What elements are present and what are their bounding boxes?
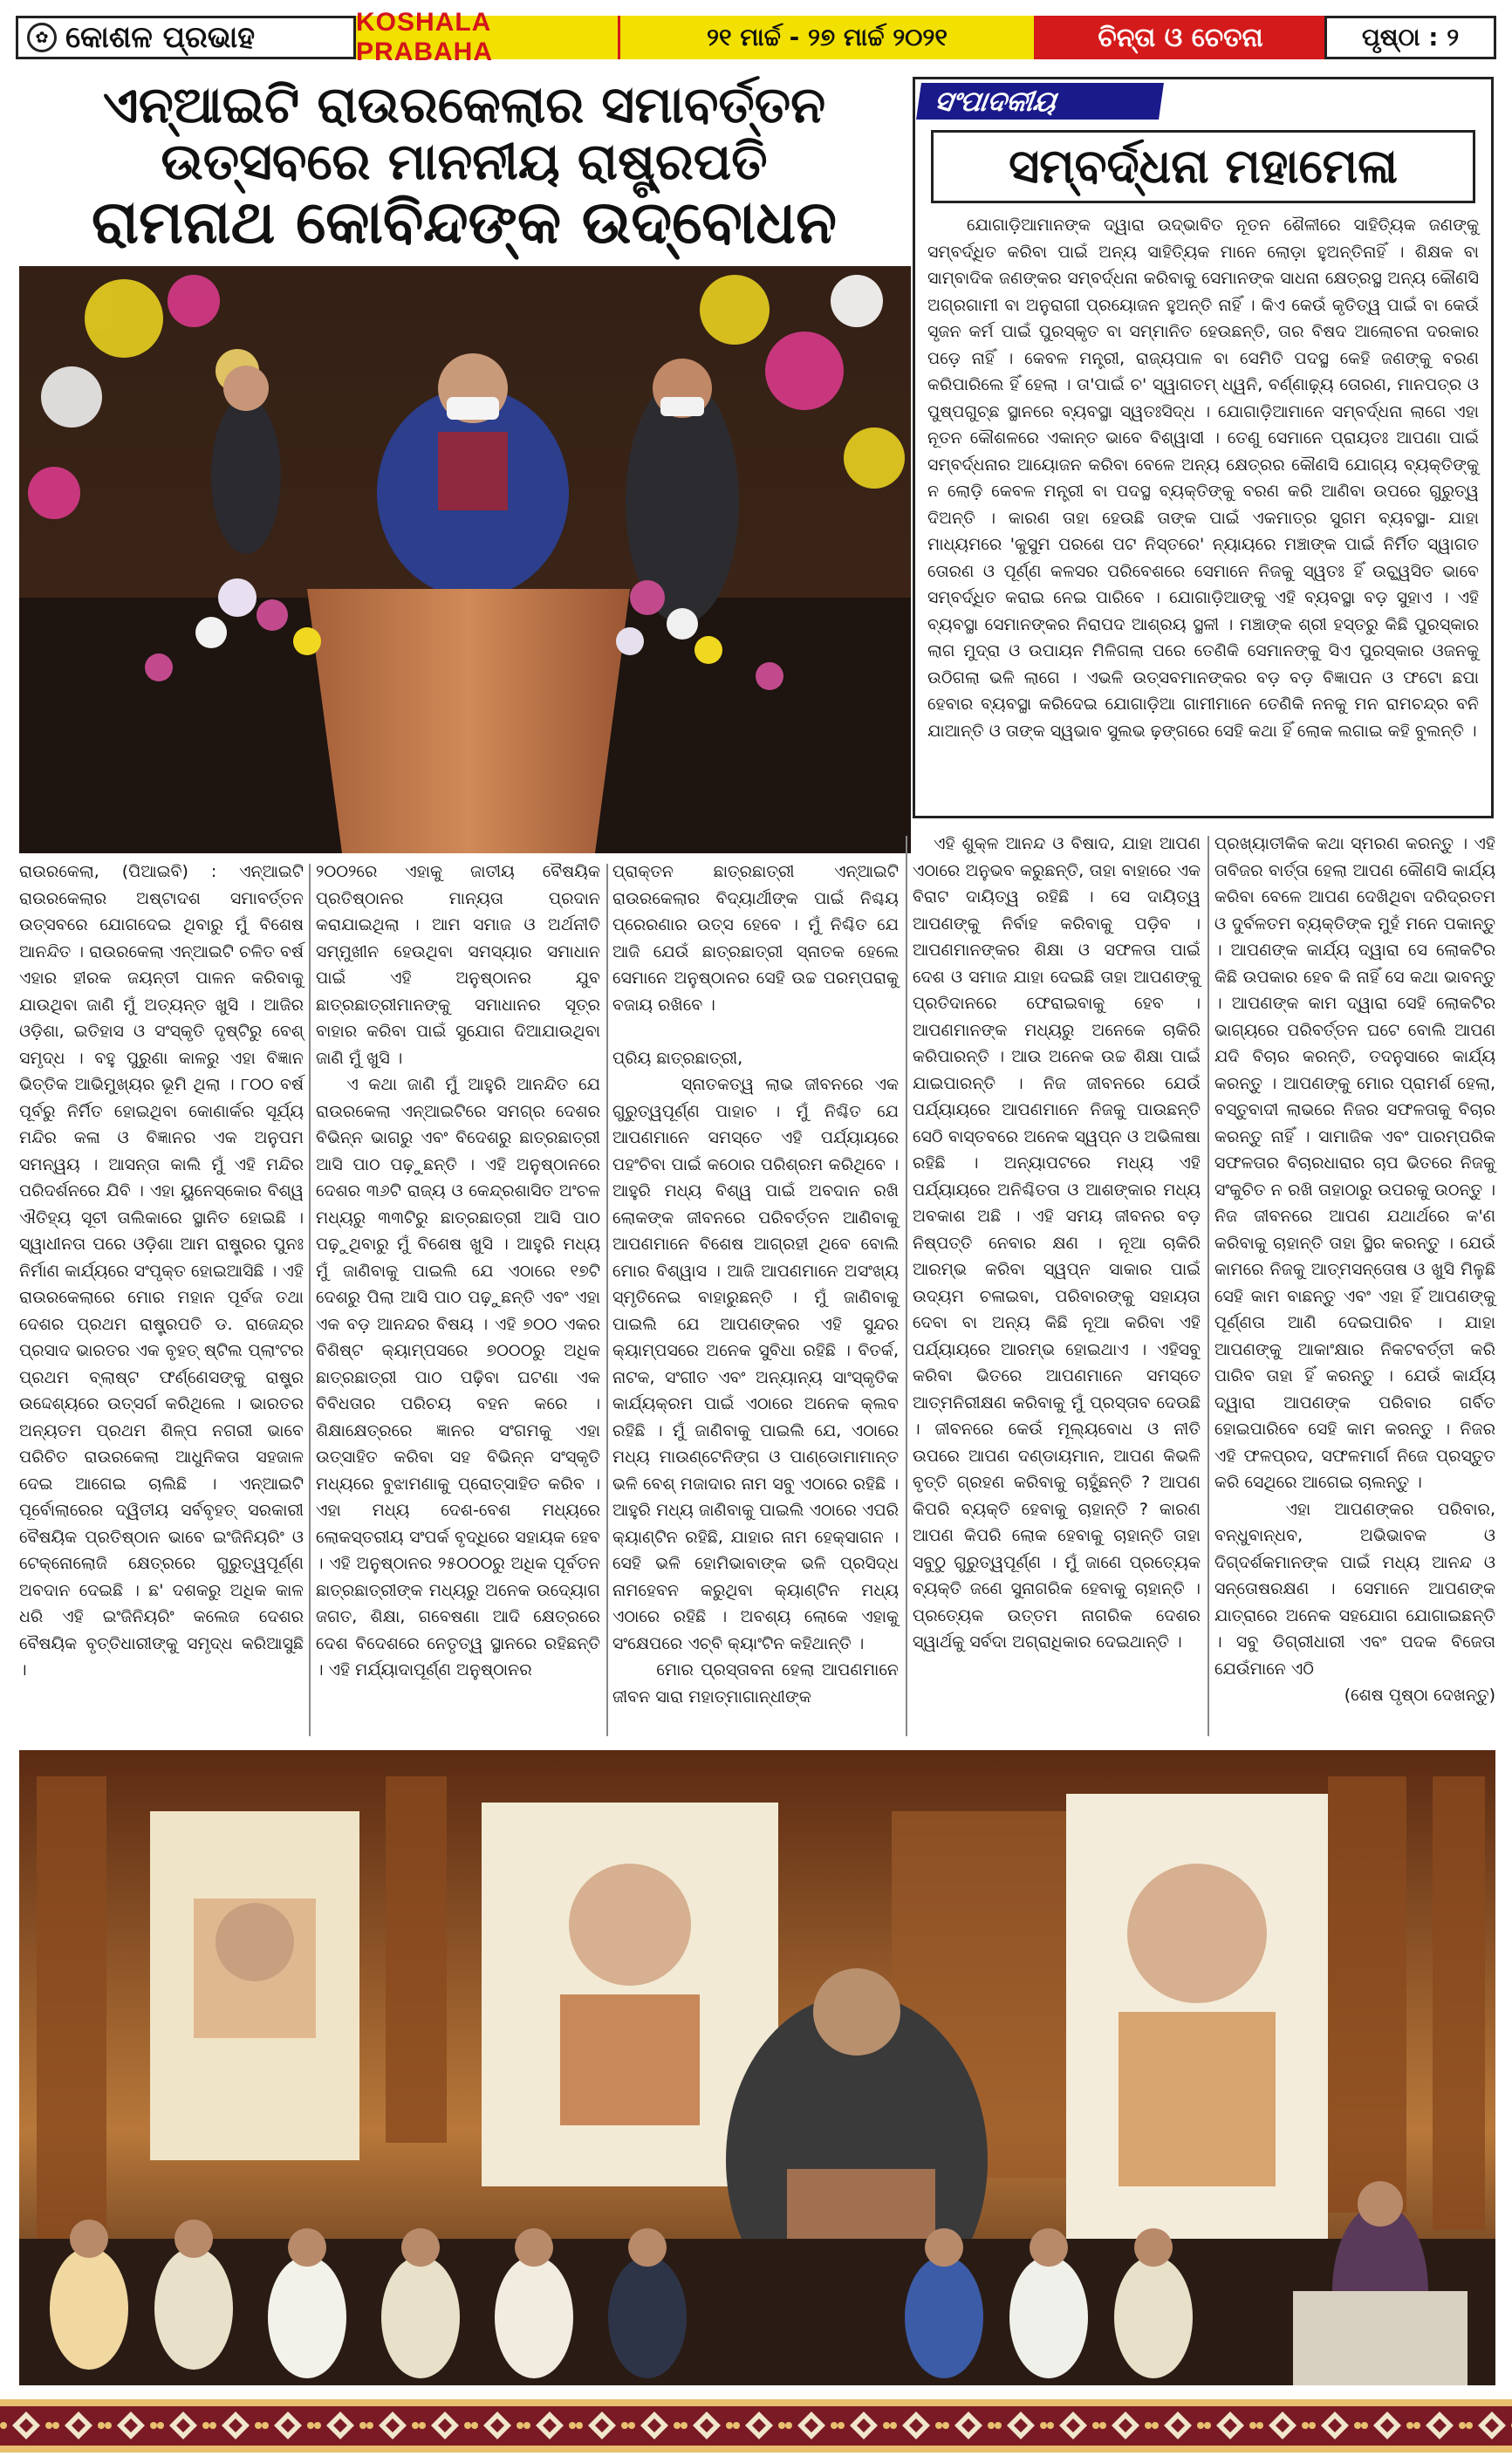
logo-text: କୋଶଳ ପ୍ରଭାହ — [65, 20, 256, 55]
column-divider — [606, 864, 608, 1736]
editorial-tag: ସଂପାଦକୀୟ — [916, 83, 1164, 120]
page-number: ପୃଷ୍ଠା : ୨ — [1324, 16, 1496, 59]
article-column-2: ୨୦୦୨ରେ ଏହାକୁ ଜାତୀୟ ବୈଷୟିକ ପ୍ରତିଷ୍ଠାନର ମାନ୍ୟତା ପ୍ରଦାନ କରାଯାଇଥିଲା । ଆମ ସମାଜ ଓ ଅର୍ଥନୀତି ସମ୍ମୁଖୀନ ହେଉଥିବା ସମସ୍ୟାର ସମାଧାନ ପାଇଁ ଏହି ଅନୁଷ୍ଠାନର ଯୁବ ଛାତ୍ରଛାତ୍ରୀମାନଙ୍କୁ ସମାଧାନର ସୂତ୍ର ବାହାର କରିବା ପାଇଁ ସୁଯୋଗ ଦିଆଯାଉଥିବା ଜାଣି ମୁଁ ଖୁସି । ଏ କଥା ଜାଣି ମୁଁ ଆହୁରି ଆନନ୍ଦିତ ଯେ ରାଉରକେଲା ଏନ୍‌ଆଇଟିରେ ସମଗ୍ର ଦେଶର ବିଭିନ୍ନ ଭାଗରୁ ଏବଂ ବିଦେଶରୁ ଛାତ୍ରଛାତ୍ରୀ ଆସି ପାଠ ପଢ଼ୁଛନ୍ତି । ଏହି ଅନୁଷ୍ଠାନରେ ଦେଶର ୩୬ଟି ରାଜ୍ୟ ଓ କେନ୍ଦ୍ରଶାସିତ ଅଂଚଳ ମଧ୍ୟରୁ ୩୩ଟିରୁ ଛାତ୍ରଛାତ୍ରୀ ଆସି ପାଠ ପଢ଼ୁଥିବାରୁ ମୁଁ ବିଶେଷ ଖୁସି । ଆହୁରି ମଧ୍ୟ ମୁଁ ଜାଣିବାକୁ ପାଇଲି ଯେ ଏଠାରେ ୧୭ଟି ଦେଶରୁ ପିଲା ଆସି ପାଠ ପଢ଼ୁଛନ୍ତି ଏବଂ ଏହା ଏକ ବଡ଼ ଆନନ୍ଦର ବିଷୟ । ଏହି ୭୦୦ ଏକର ବିଶିଷ୍ଟ କ୍ୟାମ୍ପସରେ ୭୦୦୦ରୁ ଅଧିକ ଛାତ୍ରଛାତ୍ରୀ ପାଠ ପଢ଼ିବା ଘଟଣା ଏକ ବିବିଧତାର ପରିଚୟ ବହନ କରେ । ଶିକ୍ଷାକ୍ଷେତ୍ରରେ ଜ୍ଞାନର ସଂଗମକୁ ଏହା ଉତ୍ସାହିତ କରିବା ସହ ବିଭିନ୍ନ ସଂସ୍କୃତି ମଧ୍ୟରେ ବୁଝାମଣାକୁ ପ୍ରୋତ୍ସାହିତ କରିବ । ଏହା ମଧ୍ୟ ଦେଶ-ବେଶ ମଧ୍ୟରେ ଲୋକସ୍ତରୀୟ ସଂପର୍କ ବୃଦ୍ଧିରେ ସହାୟକ ହେବ । ଏହି ଅନୁଷ୍ଠାନର ୨୫୦୦୦ରୁ ଅଧିକ ପୂର୍ବତନ ଛାତ୍ରଛାତ୍ରୀଙ୍କ ମଧ୍ୟରୁ ଅନେକ ଉଦ୍ୟୋଗ ଜଗତ, ଶିକ୍ଷା, ଗବେଷଣା ଆଦି କ୍ଷେତ୍ରରେ ଦେଶ ବିଦେଶରେ ନେତୃତ୍ୱ ସ୍ଥାନରେ ରହିଛନ୍ତି । ଏହି ମର୍ଯ୍ୟାଦାପୂର୍ଣ୍ଣ ଅନୁଷ୍ଠାନର — [316, 862, 600, 1680]
president-speech-photo-art — [19, 266, 911, 853]
column-divider — [906, 836, 907, 1736]
headline-line-2: ଉତ୍ସବରେ ମାନନୀୟ ରାଷ୍ଟ୍ରପତି — [161, 131, 768, 191]
article-column-5 — [1214, 831, 1495, 1740]
convocation-stage-photo — [19, 1750, 1495, 2385]
article-column-4: ଏହି ଶୁକ୍ଳ ଆନନ୍ଦ ଓ ବିଷାଦ, ଯାହା ଆପଣ ଏଠାରେ ଅନୁଭବ କରୁଛନ୍ତି, ତାହା ବାହାରେ ଏକ ବିରାଟ ଦାୟିତ୍ୱ ରହିଛି । ସେ ଦାୟିତ୍ୱ ଆପଣଙ୍କୁ ନିର୍ବାହ କରିବାକୁ ପଡ଼ିବ । ଆପଣମାନଙ୍କର ଶିକ୍ଷା ଓ ସଫଳତା ପାଇଁ ଦେଶ ଓ ସମାଜ ଯାହା ଦେଇଛି ତାହା ଆପଣଙ୍କୁ ପ୍ରତିଦାନରେ ଫେରାଇବାକୁ ହେବ । ଆପଣମାନଙ୍କ ମଧ୍ୟରୁ ଅନେକେ ଚାକିରି କରିପାରନ୍ତି । ଆଉ ଅନେକ ଉଚ୍ଚ ଶିକ୍ଷା ପାଇଁ ଯାଇପାରନ୍ତି । ନିଜ ଜୀବନରେ ଯେଉଁ ପର୍ଯ୍ୟାୟରେ ଆପଣମାନେ ନିଜକୁ ପାଉଛନ୍ତି ସେଠି ବାସ୍ତବରେ ଅନେକ ସ୍ୱପ୍ନ ଓ ଅଭିଳାଷା ରହିଛି । ଅନ୍ୟାପଟରେ ମଧ୍ୟ ଏହି ପର୍ଯ୍ୟାୟରେ ଅନିଶ୍ଚିତତା ଓ ଆଶଙ୍କାର ମଧ୍ୟ ଅବକାଶ ଅଛି । ଏହି ସମୟ ଜୀବନର ବଡ଼ ନିଷ୍ପତ୍ତି ନେବାର କ୍ଷଣ । ନୂଆ ଚାକିରି ଆରମ୍ଭ କରିବା ସ୍ୱପ୍ନ ସାକାର ପାଇଁ ଉଦ୍ୟମ ଚଳାଇବା, ପରିବାରଙ୍କୁ ସହାୟତା ଦେବା ବା ଅନ୍ୟ କିଛି ନୂଆ କରିବା ଏହି ପର୍ଯ୍ୟାୟରେ ଆରମ୍ଭ ହୋଇଥାଏ । ଏହିସବୁ କରିବା ଭିତରେ ଆପଣମାନେ ସମସ୍ତେ ଆତ୍ମନିରୀକ୍ଷଣ କରିବାକୁ ମୁଁ ପ୍ରସ୍ତାବ ଦେଉଛି । ଜୀବନରେ କେଉଁ ମୂଲ୍ୟବୋଧ ଓ ନୀତି ଉପରେ ଆପଣ ଦଣ୍ଡାୟମାନ, ଆପଣ କିଭଳି ବୃତ୍ତି ଗ୍ରହଣ କରିବାକୁ ଚାହୁଁଛନ୍ତି ? ଆପଣ କିପରି ବ୍ୟକ୍ତି ହେବାକୁ ଚାହାନ୍ତି ? କାରଣ ଆପଣ କିପରି ଲୋକ ହେବାକୁ ଚାହାନ୍ତି ତାହା ସବୁଠୁ ଗୁରୁତ୍ୱପୂର୍ଣ୍ଣ । ମୁଁ ଜାଣେ ପ୍ରତ୍ୟେକ ବ୍ୟକ୍ତି ଜଣେ ସୁନାଗରିକ ହେବାକୁ ଚାହାନ୍ତି । ପ୍ରତ୍ୟେକ ଉତ୍ତମ ନାଗରିକ ଦେଶର ସ୍ୱାର୍ଥକୁ ସର୍ବଦା ଅଗ୍ରାଧିକାର ଦେଇଥାନ୍ତି । — [913, 834, 1207, 1652]
editorial-title: ସମ୍ବର୍ଦ୍ଧନା ମହାମେଳା — [931, 130, 1475, 203]
editorial-box — [913, 77, 1494, 818]
article-column-5-text: ପ୍ରଖ୍ୟାତୀକିକ କଥା ସ୍ମରଣ କରନ୍ତୁ । ଏହି ତାବିଜର ବାର୍ତ୍ତା ହେଲା ଆପଣ କୌଣସି କାର୍ଯ୍ୟ କରିବା ବେଳେ ଆପଣ ଦେଖିଥିବା ଦରିଦ୍ରତମ ଓ ଦୁର୍ବଳତମ ବ୍ୟକ୍ତିଙ୍କ ମୁହଁ ମନେ ପକାନ୍ତୁ । ଆପଣଙ୍କ କାର୍ଯ୍ୟ ଦ୍ୱାରା ସେ ଲୋକଟିର କିଛି ଉପକାର ହେବ କି ନାହିଁ ସେ କଥା ଭାବନ୍ତୁ । ଆପଣଙ୍କ କାମ ଦ୍ୱାରା ସେହି ଲୋକଟିର ଭାଗ୍ୟରେ ପରିବର୍ତ୍ତନ ଘଟେ ବୋଲି ଆପଣ ଯଦି ବିଚାର କରନ୍ତି, ତଦନୁସାରେ କାର୍ଯ୍ୟ କରନ୍ତୁ । ଆପଣଙ୍କୁ ମୋର ପ୍ରାମର୍ଶ ହେଲା, ବସ୍ତୁବାଦୀ ଲାଭରେ ନିଜର ସଫଳତାକୁ ବିଚାର କରନ୍ତୁ ନାହିଁ । ସାମାଜିକ ଏବଂ ପାରମ୍ପରିକ ସଫଳତାର ବିଚାରଧାରାର ଚାପ ଭିତରେ ନିଜକୁ ସଂକୁଚିତ ନ ରଖି ତାହାଠାରୁ ଉପରକୁ ଉଠନ୍ତୁ । ନିଜ ଜୀବନରେ ଆପଣ ଯଥାର୍ଥରେ କ'ଣ କରିବାକୁ ଚାହାନ୍ତି ତାହା ସ୍ଥିର କରନ୍ତୁ । ଯେଉଁ କାମରେ ନିଜକୁ ଆତ୍ମସନ୍ତୋଷ ଓ ଖୁସି ମିଳୁଛି ସେହି କାମ ବାଛନ୍ତୁ ଏବଂ ଏହା ହିଁ ଆପଣଙ୍କୁ ପୂର୍ଣ୍ଣତା ଆଣି ଦେଇପାରିବ । ଯାହା ଆପଣଙ୍କୁ ଆକାଂକ୍ଷାର ନିକଟବର୍ତ୍ତୀ କରି ପାରିବ ତାହା ହିଁ କରନ୍ତୁ । ଯେଉଁ କାର୍ଯ୍ୟ ଦ୍ୱାରା ଆପଣଙ୍କ ପରିବାର ଗର୍ବିତ ହୋଇପାରିବେ ସେହି କାମ କରନ୍ତୁ । ନିଜର ଏହି ଫଳପ୍ରଦ, ସଫଳମାର୍ଗ ନିଜେ ପ୍ରସ୍ତୁତ କରି ସେଥିରେ ଆଗେଇ ଚାଲନ୍ତୁ । ଏହା ଆପଣଙ୍କର ପରିବାର, ବନ୍ଧୁବାନ୍ଧବ, ଅଭିଭାବକ ଓ ଦିଗ୍‌ଦର୍ଶକମାନଙ୍କ ପାଇଁ ମଧ୍ୟ ଆନନ୍ଦ ଓ ସନ୍ତୋଷରକ୍ଷଣ । ସେମାନେ ଆପଣଙ୍କ ଯାତ୍ରାରେ ଅନେକ ସହଯୋଗ ଯୋଗାଇଛନ୍ତି । ସବୁ ଡିଗ୍ରୀଧାରୀ ଏବଂ ପଦକ ବିଜେତା ଯେଉଁମାନେ ଏଠି — [1214, 834, 1495, 1679]
convocation-stage-photo-art — [19, 1750, 1495, 2385]
editorial-body: ଯୋଗାଡ଼ିଆମାନଙ୍କ ଦ୍ୱାରା ଉଦ୍ଭାବିତ ନୂତନ ଶୈଳୀରେ ସାହିତ୍ୟିକ ଜଣଙ୍କୁ ସମ୍ବର୍ଦ୍ଧିତ କରିବା ପାଇଁ ଅନ୍ୟ ସାହିତ୍ୟିକ ମାନେ ଲୋଡ଼ା ହୁଅନ୍ତିନାହିଁ । ଶିକ୍ଷକ ବା ସାମ୍ବାଦିକ ଜଣଙ୍କର ସମ୍ବର୍ଦ୍ଧନା କରିବାକୁ ସେମାନଙ୍କ ସାଧନା କ୍ଷେତ୍ରସ୍ଥ ଅନ୍ୟ କୌଣସି ଅଗ୍ରଗାମୀ ବା ଅନୁରାଗୀ ପ୍ରୟୋଜନ ହୁଅନ୍ତି ନାହିଁ । କିଏ କେଉଁ କୃତିତ୍ୱ ପାଇଁ ବା କେଉଁ ସୃଜନ କର୍ମ ପାଇଁ ପୁରସ୍କୃତ ବା ସମ୍ମାନିତ ହେଉଛନ୍ତି, ତାର ବିଷଦ ଆଲୋଚନା ଦରକାର ପଡ଼େ ନାହିଁ । କେବଳ ମନ୍ତ୍ରୀ, ରାଜ୍ୟପାଳ ବା ସେମିତି ପଦସ୍ଥ କେହି ଜଣଙ୍କୁ ବରଣ କରିପାରିଲେ ହିଁ ହେଲା । ତା'ପାଇଁ ଚ' ସ୍ୱାଗତମ୍ ଧ୍ୱନି, ବର୍ଣ୍ଣାଢ଼୍ୟ ତୋରଣ, ମାନପତ୍ର ଓ ପୁଷ୍ପଗୁଚ୍ଛ ସ୍ଥାନରେ ବ୍ୟବସ୍ଥା ସ୍ୱତଃସିଦ୍ଧ । ଯୋଗାଡ଼ିଆମାନେ ସମ୍ବର୍ଦ୍ଧନା ଲାଗେ ଏହା ନୂତନ କୌଶଳରେ ଏକାନ୍ତ ଭାବେ ବିଶ୍ୱାସୀ । ତେଣୁ ସେମାନେ ପ୍ରାୟତଃ ଆପଣା ପାଇଁ ସମ୍ବର୍ଦ୍ଧନାର ଆୟୋଜନ କରିବା ବେଳେ ଅନ୍ୟ କ୍ଷେତ୍ରର କୌଣସି ଯୋଗ୍ୟ ବ୍ୟକ୍ତିଙ୍କୁ ନ ଲୋଡ଼ି କେବଳ ମନ୍ତ୍ରୀ ବା ପଦସ୍ଥ ବ୍ୟକ୍ତିଙ୍କୁ ବରଣ କରି ଆଣିବା ଉପରେ ଗୁରୁତ୍ୱ ଦିଅନ୍ତି । କାରଣ ତାହା ହେଉଛି ତାଙ୍କ ପାଇଁ ଏକମାତ୍ର ସୁଗମ ବ୍ୟବସ୍ଥା- ଯାହା ମାଧ୍ୟମରେ 'କୁସୁମ ପରଶେ ପଟ ନିସ୍ତରେ' ନ୍ୟାୟରେ ମଞ୍ଚାଙ୍କ ପାଇଁ ନିର୍ମିତ ସ୍ୱାଗତ ତୋରଣ ଓ ପୂର୍ଣ୍ଣ କଳସର ପରିବେଶରେ ସେମାନେ ନିଜକୁ ସ୍ୱତଃ ହିଁ ଉଚ୍ଛ୍ୱସିତ ଭାବେ ସମ୍ବର୍ଦ୍ଧିତ କରାଇ ନେଇ ପାରିବେ । ଯୋଗାଡ଼ିଆଙ୍କୁ ଏହି ବ୍ୟବସ୍ଥା ବଡ଼ ସୁହାଏ । ଏହି ବ୍ୟବସ୍ଥା ସେମାନଙ୍କର ନିରାପଦ ଆଶ୍ରୟ ସ୍ଥଳୀ । ମଞ୍ଚାଙ୍କ ଶ୍ରୀ ହସ୍ତରୁ କିଛି ପୁରସ୍କାର ଲାଗ ମୁଦ୍ରା ଓ ଉପାୟନ ମିଳିଗଲା ପରେ ତେଣିକି ସେମାନଙ୍କୁ ସିଏ ପୁରସ୍କାର ଓଜନକୁ ଉଠିଗଲା ଭଳି ଲାଗେ । ଏଭଳି ଉତ୍ସବମାନଙ୍କର ବଡ଼ ବଡ଼ ବିଜ୍ଞାପନ ଓ ଫଟୋ ଛପା ହେବାର ବ୍ୟବସ୍ଥା କରିଦେଇ ଯୋଗାଡ଼ିଆ ଗାମୀମାନେ ତେଣିକି ନନକୁ ମନ ରାମଚନ୍ଦ୍ର ବନି ଯାଆନ୍ତି ଓ ତାଙ୍କ ସ୍ୱଭାବ ସୁଲଭ ଢ଼ଙ୍ଗରେ ସେହି କଥା ହିଁ ଲୋକ ଲଗାଇ କହି ବୁଲନ୍ତି । — [927, 215, 1485, 741]
issue-date: ୨୧ ମାର୍ଚ୍ଚ - ୨୭ ମାର୍ଚ୍ଚ ୨୦୨୧ — [618, 16, 1037, 59]
headline-line-1: ଏନ୍‌ଆଇଟି ରାଉରକେଲାର ସମାବର୍ତ୍ତନ — [102, 75, 826, 134]
main-headline — [19, 77, 909, 257]
masthead — [16, 8, 1496, 66]
column-divider — [309, 864, 311, 1736]
president-speech-photo — [19, 266, 911, 853]
continued-note: (ଶେଷ ପୃଷ୍ଠା ଦେଖନ୍ତୁ) — [1344, 1686, 1495, 1705]
article-column-1: ରାଉରକେଲା, (ପିଆଇବି) : ଏନ୍‌ଆଇଟି ରାଉରକେଲାର ଅଷ୍ଟାଦଶ ସମାବର୍ତ୍ତନ ଉତ୍ସବରେ ଯୋଗଦେଇ ଥିବାରୁ ମୁଁ ବିଶେଷ ଆନନ୍ଦିତ । ରାଉରକେଲା ଏନ୍‌ଆଇଟି ଚଳିତ ବର୍ଷ ଏହାର ହୀରକ ଜୟନ୍ତୀ ପାଳନ କରିବାକୁ ଯାଉଥିବା ଜାଣି ମୁଁ ଅତ୍ୟନ୍ତ ଖୁସି । ଆଜିର ଓଡ଼ିଶା, ଇତିହାସ ଓ ସଂସ୍କୃତି ଦୃଷ୍ଟିରୁ ବେଶ୍ ସମୃଦ୍ଧ । ବହୁ ପୁରୁଣା କାଳରୁ ଏହା ବିଜ୍ଞାନ ଭିତ୍ତିକ ଆଭିମୁଖ୍ୟର ଭୂମି ଥିଲା । ୮୦୦ ବର୍ଷ ପୂର୍ବରୁ ନିର୍ମିତ ହୋଇଥିବା କୋଣାର୍କର ସୂର୍ଯ୍ୟ ମନ୍ଦିର କଳା ଓ ବିଜ୍ଞାନର ଏକ ଅନୁପମ ସମନ୍ୱୟ । ଆସନ୍ତା କାଲି ମୁଁ ଏହି ମନ୍ଦିର ପରିଦର୍ଶନରେ ଯିବି । ଏହା ୟୁନେସ୍କୋର ବିଶ୍ୱ ଐତିହ୍ୟ ସୂଚୀ ତାଲିକାରେ ସ୍ଥାନିତ ହୋଇଛି । ସ୍ୱାଧୀନତା ପରେ ଓଡ଼ିଶା ଆମ ରାଷ୍ଟ୍ରର ପୁନଃ ନିର୍ମାଣ କାର୍ଯ୍ୟରେ ସଂପୃକ୍ତ ହୋଇଆସିଛି । ଏହି ରାଉରକେଲାରେ ମୋର ମହାନ ପୂର୍ବଜ ତଥା ଦେଶର ପ୍ରଥମ ରାଷ୍ଟ୍ରପତି ଡ. ରାଜେନ୍ଦ୍ର ପ୍ରସାଦ ଭାରତର ଏକ ବୃହତ୍ ଷ୍ଟିଲ ପ୍ଲାଂଟର ପ୍ରଥମ ବ୍ଲାଷ୍ଟ ଫର୍ଣ୍ଣେସଙ୍କୁ ରାଷ୍ଟ୍ର ଉଦ୍ଦେଶ୍ୟରେ ଉତ୍ସର୍ଗ କରିଥିଲେ । ଭାରତର ଅନ୍ୟତମ ପ୍ରଥମ ଶିଳ୍ପ ନଗରୀ ଭାବେ ପରିଚିତ ରାଉରକେଲା ଆଧୁନିକତା ସହଜାଳ ଦେଇ ଆଗେଇ ଚାଲିଛି । ଏନ୍‌ଆଇଟି ପୂର୍ବୋଲାରେର ଦ୍ୱିତୀୟ ସର୍ବବୃହତ୍ ସରକାରୀ ବୈଷୟିକ ପ୍ରତିଷ୍ଠାନ ଭାବେ ଇଂଜିନିୟରିଂ ଓ ଟେକ୍ନୋଲୋଜି କ୍ଷେତ୍ରରେ ଗୁରୁତ୍ୱପୂର୍ଣ୍ଣ ଅବଦାନ ଦେଇଛି । ଛ' ଦଶକରୁ ଅଧିକ କାଳ ଧରି ଏହି ଇଂଜିନିୟରିଂ କଲେଜ ଦେଶର ବୈଷୟିକ ବୃତ୍ତିଧାରୀଙ୍କୁ ସମୃଦ୍ଧ କରିଆସୁଛି । — [19, 862, 310, 1680]
decorative-border-strip — [0, 2399, 1512, 2453]
decorative-border-strip-art — [0, 2399, 1512, 2453]
section-name: ଚିନ୍ତା ଓ ଚେତନା — [1037, 16, 1324, 59]
column-divider — [1208, 836, 1209, 1736]
headline-line-3: ରାମନାଥ କୋବିନ୍ଦଙ୍କ ଉଦ୍‌ବୋଧନ — [91, 188, 838, 257]
logo-emblem-icon: ✿ — [27, 23, 57, 52]
newspaper-logo[interactable] — [16, 16, 356, 59]
article-column-3: ପ୍ରାକ୍ତନ ଛାତ୍ରଛାତ୍ରୀ ଏନ୍‌ଆଇଟି ରାଉରକେଲାର ବିଦ୍ୟାର୍ଥୀଙ୍କ ପାଇଁ ନିଶ୍ଚୟ ପ୍ରେରଣାର ଉତ୍ସ ହେବେ । ମୁଁ ନିଶ୍ଚିତ ଯେ ଆଜି ଯେଉଁ ଛାତ୍ରଛାତ୍ରୀ ସ୍ନାତକ ହେଲେ ସେମାନେ ଅନୁଷ୍ଠାନର ସେହି ଉଚ୍ଚ ପରମ୍ପରାକୁ ବଜାୟ ରଖିବେ । ପ୍ରିୟ ଛାତ୍ରଛାତ୍ରୀ, ସ୍ନାତକତ୍ୱ ଲାଭ ଜୀବନରେ ଏକ ଗୁରୁତ୍ୱପୂର୍ଣ୍ଣ ପାହାଚ । ମୁଁ ନିଶ୍ଚିତ ଯେ ଆପଣମାନେ ସମସ୍ତେ ଏହି ପର୍ଯ୍ୟାୟରେ ପହଂଚିବା ପାଇଁ କଠୋର ପରିଶ୍ରମ କରିଥିବେ । ଆହୁରି ମଧ୍ୟ ବିଶ୍ୱ ପାଇଁ ଅବଦାନ ରଖି ଲୋକଙ୍କ ଜୀବନରେ ପରିବର୍ତ୍ତନ ଆଣିବାକୁ ଆପଣମାନେ ବିଶେଷ ଆଗ୍ରହୀ ଥିବେ ବୋଲି ମୋର ବିଶ୍ୱାସ । ଆଜି ଆପଣମାନେ ଅସଂଖ୍ୟ ସ୍ମୃତିନେଇ ବାହାରୁଛନ୍ତି । ମୁଁ ଜାଣିବାକୁ ପାଇଲି ଯେ ଆପଣଙ୍କର ଏହି ସୁନ୍ଦର କ୍ୟାମ୍ପସରେ ଅନେକ ସୁବିଧା ରହିଛି । ବିତର୍କ, ନାଟକ, ସଂଗୀତ ଏବଂ ଅନ୍ୟାନ୍ୟ ସାଂସ୍କୃତିକ କାର୍ଯ୍ୟକ୍ରମ ପାଇଁ ଏଠାରେ ଅନେକ କ୍ଲବ ରହିଛି । ମୁଁ ଜାଣିବାକୁ ପାଇଲି ଯେ, ଏଠାରେ ମଧ୍ୟ ମାଉଣ୍ଟେନିଙ୍ଗ ଓ ପାଣ୍ଡୋମାମାନ୍ତ ଭଳି ବେଶ୍ ମଜାଦାର ନାମ ସବୁ ଏଠାରେ ରହିଛି । ଆହୁରି ମଧ୍ୟ ଜାଣିବାକୁ ପାଇଲି ଏଠାରେ ଏପରି କ୍ୟାଣ୍ଟିନ ରହିଛି, ଯାହାର ନାମ ହେକ୍ସାଗନ । ସେହି ଭଳି ହୋମିଭାବାଙ୍କ ଭଳି ପ୍ରସିଦ୍ଧ ନାମହେବନ କରୁଥିବା କ୍ୟାଣ୍ଟିନ ମଧ୍ୟ ଏଠାରେ ରହିଛି । ଅବଶ୍ୟ ଲୋକେ ଏହାକୁ ସଂକ୍ଷେପରେ ଏଚ୍‌ବି କ୍ୟାଂଟିନ କହିଥାନ୍ତି । ମୋର ପ୍ରସ୍ତାବନା ହେଲା ଆପଣମାନେ ଜୀବନ ସାରା ମହାତ୍ମାଗାନ୍ଧୀଙ୍କ — [612, 862, 899, 1707]
brand-name: KOSHALA PRABAHA — [356, 16, 618, 59]
